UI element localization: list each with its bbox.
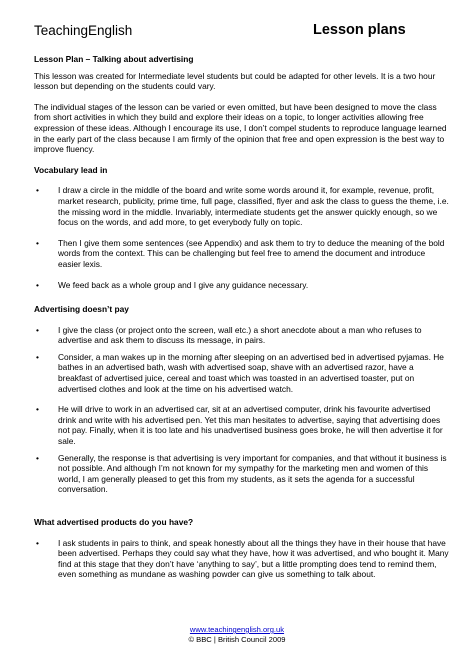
list-item-text: Then I give them some sentences (see Appendix) and ask them to try to deduce the meaning of the bold words from the context. This can be challenging but feel free to amend the document and introduce easier lexis. (58, 237, 445, 269)
bullet-icon: • (36, 279, 39, 290)
list-item (34, 352, 449, 394)
bullet-list-products (34, 538, 449, 580)
bullet-icon: • (36, 351, 39, 362)
bullet-list-vocabulary (34, 185, 449, 290)
list-item-text: I ask students in pairs to think, and speak honestly about all the things they have in their house that have been advertised. Perhaps they could say what they have, how it was advertised, and who bought it. Many find at this stage that they don’t have ‘anything to say’, but a little prompting does tend to remind them, even something as mundane as washing powder can give us something to talk about. (58, 537, 449, 580)
section-heading-vocabulary: Vocabulary lead in (34, 164, 108, 175)
list-item (34, 404, 449, 446)
list-item-text: I draw a circle in the middle of the board and write some words around it, for example, revenue, profit, market research, publicity, prime time, full page, classified, flyer and ask the class to guess the theme, i.e. the missing word in the middle. Invariably, intermediate students get the answer quickly enough, so we focus on the words, and add more, to get everybody fully on topic. (58, 185, 449, 228)
list-item (34, 185, 449, 227)
section-name: Lesson plans (313, 22, 406, 38)
document-title: Lesson Plan – Talking about advertising (34, 54, 194, 64)
list-item (34, 238, 449, 270)
list-item-text: He will drive to work in an advertised car, sit at an advertised computer, drink his favourite advertised drink and write with his advertised pen. Yet this man hesitates to advertise, saying that advertising does not pay. Finally, when it is too late and his unadvertised business goes broke, he will then advertise it for sale. (58, 404, 443, 447)
bullet-icon: • (36, 452, 39, 463)
list-item-text: Consider, a man wakes up in the morning after sleeping on an advertised bed in advertised pyjamas. He bathes in an advertised bath, wash with advertised soap, shave with an advertised razor, have a breakfast of advertised juice, cereal and toast which was toasted in an advertised toaster, put on advertised clothes and look at the time on his advertised watch. (58, 351, 444, 394)
intro-paragraph-2: The individual stages of the lesson can be varied or even omitted, but have been designed to move the class from short activities in which they build and explore their ideas on a topic, to longer activities allowing free expression of these ideas. Although I encourage its use, I don’t compel students to reproduce language learned in the early part of the class because I am firmly of the opinion that free and open expression is the best way to improve fluency. (34, 101, 447, 155)
bullet-icon: • (36, 537, 39, 548)
document-body (34, 54, 449, 590)
section-heading-advertising-doesnt-pay: Advertising doesn’t pay (34, 304, 129, 315)
list-item (34, 538, 449, 580)
brand-name: TeachingEnglish (34, 23, 133, 38)
list-item-text: We feed back as a whole group and I give any guidance necessary. (58, 279, 309, 290)
bullet-icon: • (36, 404, 39, 415)
bullet-list-advertising (34, 325, 449, 495)
section-heading-advertised-products: What advertised products do you have? (34, 517, 194, 527)
footer-link[interactable]: www.teachingenglish.org.uk (189, 625, 285, 634)
footer-copyright: © BBC | British Council 2009 (188, 635, 286, 644)
intro-paragraph-1: This lesson was created for Intermediate level students but could be adapted for other levels. It is a two hour lesson but depending on the students could vary. (34, 70, 436, 92)
bullet-icon: • (36, 237, 39, 248)
list-item-text: Generally, the response is that advertising is very important for companies, and that without it business is not possible. And although I’m not known for my sympathy for the marketing men and women of this world, I am generally pleased to get this from my students, as it sets the agenda for a successful conversation. (58, 452, 447, 495)
list-item-text: I give the class (or project onto the screen, wall etc.) a short anecdote about a man who refuses to advertise and ask them to discuss its message, in pairs. (58, 324, 422, 346)
bullet-icon: • (36, 185, 39, 196)
list-item (34, 453, 449, 495)
list-item (34, 280, 449, 291)
bullet-icon: • (36, 324, 39, 335)
list-item (34, 325, 449, 346)
